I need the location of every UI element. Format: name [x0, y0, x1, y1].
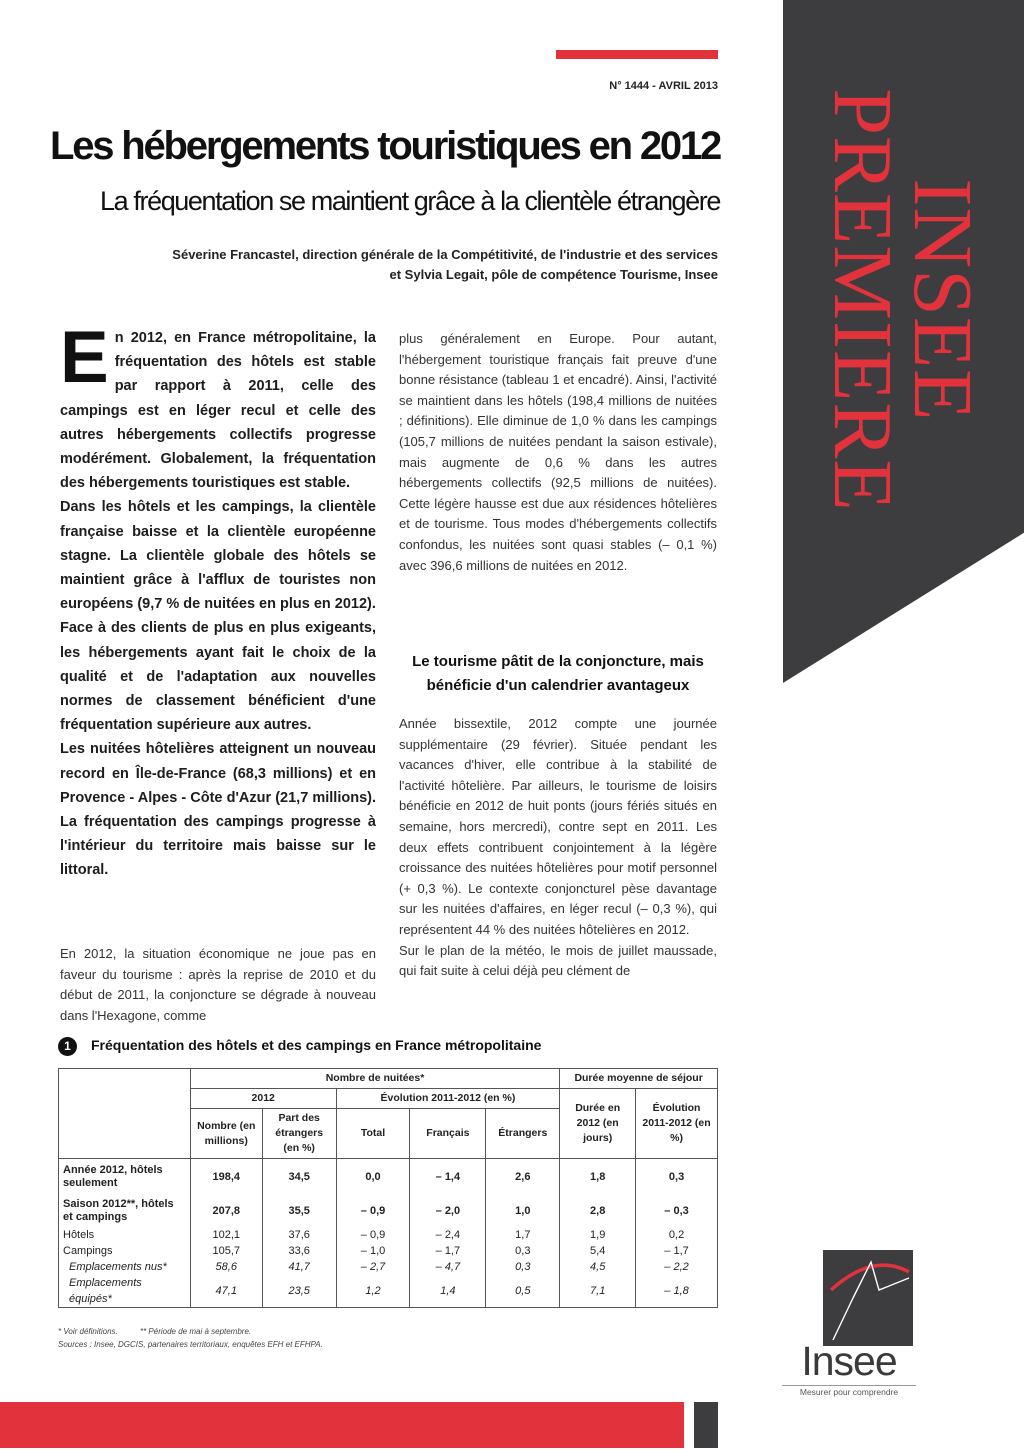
- cell-nombre: 102,1: [190, 1227, 262, 1243]
- row-label: Année 2012, hôtels seulement: [59, 1159, 191, 1195]
- cell-total: 0,0: [336, 1159, 410, 1195]
- cell-part: 35,5: [262, 1195, 336, 1227]
- cell-etrangers: 1,0: [486, 1195, 560, 1227]
- brand-vertical: [792, 40, 1012, 560]
- cell-evol: – 2,2: [636, 1259, 718, 1275]
- row-label: Campings: [59, 1243, 191, 1259]
- header-duree: Durée moyenne de séjour: [560, 1069, 718, 1089]
- authors: [40, 245, 718, 285]
- table-row: [59, 1159, 718, 1195]
- cell-total: – 0,9: [336, 1195, 410, 1227]
- cell-nombre: 47,1: [190, 1275, 262, 1308]
- header-etrangers: Étrangers: [486, 1109, 560, 1159]
- logo-tagline: Mesurer pour comprendre: [782, 1385, 916, 1397]
- cell-evol: 0,2: [636, 1227, 718, 1243]
- cell-part: 23,5: [262, 1275, 336, 1308]
- intro-paragraph-3: Face à des clients de plus en plus exigeants, les hébergements ayant fait le choix de la qualité et de l'adaptation aux nouvelles normes de classement bénéficient d'une fréquentation supérieure aux autres.: [60, 620, 376, 734]
- cell-nombre: 207,8: [190, 1195, 262, 1227]
- brand-line1: INSEE: [895, 178, 989, 422]
- cell-nombre: 105,7: [190, 1243, 262, 1259]
- header-evol-duree: Évolution 2011-2012 (en %): [636, 1089, 718, 1159]
- cell-etrangers: 0,3: [486, 1259, 560, 1275]
- footer-red-bar: [0, 1402, 684, 1448]
- body-right-column: [399, 329, 717, 576]
- table-corner: [59, 1069, 191, 1159]
- cell-duree: 1,9: [560, 1227, 636, 1243]
- authors-line2: et Sylvia Legait, pôle de compétence Tourisme, Insee: [389, 267, 718, 282]
- cell-total: – 2,7: [336, 1259, 410, 1275]
- body-paragraph: Sur le plan de la météo, le mois de juillet maussade, qui fait suite à celui déjà peu clément de: [399, 942, 717, 979]
- cell-francais: – 1,4: [410, 1159, 486, 1195]
- cell-evol: – 0,3: [636, 1195, 718, 1227]
- table-title-text: Fréquentation des hôtels et des campings en France métropolitaine: [91, 1037, 542, 1054]
- table-sources: Sources : Insee, DGCIS, partenaires territoriaux, enquêtes EFH et EFHPA.: [58, 1340, 323, 1349]
- cell-duree: 1,8: [560, 1159, 636, 1195]
- cell-evol: 0,3: [636, 1159, 718, 1195]
- header-nuitees: Nombre de nuitées*: [190, 1069, 559, 1089]
- cell-part: 37,6: [262, 1227, 336, 1243]
- table-title: [58, 1037, 718, 1056]
- table-row: [59, 1227, 718, 1243]
- body-paragraph: plus généralement en Europe. Pour autant, l'hébergement touristique français fait preuve d'une bonne résistance (tableau 1 et encadré). Ainsi, l'activité se maintient dans les hôtels (198,4 millions de nuitées ; définitions). Elle diminue de 1,0 % dans les campings (105,7 millions de nuitées pendant la saison estivale), mais augmente de 0,6 % dans les autres hébergements collectifs (92,5 millions de nuitées). Cette légère hausse est due aux résidences hôtelières et de tourisme. Tous modes d'hébergements collectifs confondus, les nuitées sont quasi stables (– 0,1 %) avec 396,6 millions de nuitées en 2012.: [399, 331, 717, 573]
- intro-paragraph-4: Les nuitées hôtelières atteignent un nouveau record en Île-de-France (68,3 millions) et en Provence - Alpes - Côte d'Azur (21,7 millions). La fréquentation des campings progresse à l'intérieur du territoire mais baisse sur le littoral.: [60, 741, 376, 879]
- table-row: [59, 1259, 718, 1275]
- authors-line1: Séverine Francastel, direction générale de la Compétitivité, de l'industrie et des services: [172, 247, 718, 262]
- table-note-definitions: * Voir définitions. ** Période de mai à septembre.: [58, 1327, 252, 1336]
- cell-nombre: 58,6: [190, 1259, 262, 1275]
- table-notes: [58, 1325, 558, 1351]
- header-part: Part des étrangers (en %): [262, 1109, 336, 1159]
- cell-francais: – 2,4: [410, 1227, 486, 1243]
- cell-part: 33,6: [262, 1243, 336, 1259]
- cell-etrangers: 0,5: [486, 1275, 560, 1308]
- cell-part: 34,5: [262, 1159, 336, 1195]
- cell-francais: – 1,7: [410, 1243, 486, 1259]
- body-left-column: [60, 944, 376, 1026]
- issue-number: N° 1444 - AVRIL 2013: [609, 80, 718, 92]
- row-label: Emplacements nus*: [59, 1259, 191, 1275]
- cell-francais: – 2,0: [410, 1195, 486, 1227]
- cell-duree: 7,1: [560, 1275, 636, 1308]
- body-paragraph: Année bissextile, 2012 compte une journée supplémentaire (29 février). Située pendant les vacances d'hiver, elle contribue à la stabilité de l'activité hôtelière. Par ailleurs, le tourisme de loisirs bénéficie en 2012 de huit ponts (jours fériés situés en semaine, hors mercredi), contre sept en 2011. Les deux effets contribuent conjointement à la légère croissance des nuitées hôtelières pour motif personnel (+ 0,3 %). Le contexte conjoncturel pèse davantage sur les nuitées d'affaires, en léger recul (– 0,3 %), qui représentent 44 % des nuitées hôtelières en 2012.: [399, 716, 717, 937]
- cell-duree: 2,8: [560, 1195, 636, 1227]
- body-paragraph: En 2012, la situation économique ne joue pas en faveur du tourisme : après la reprise de 2010 et du début de 2011, la conjoncture se dégrade à nouveau dans l'Hexagone, comme: [60, 946, 376, 1023]
- page-subtitle: La fréquentation se maintient grâce à la clientèle étrangère: [100, 186, 720, 216]
- dropcap: E: [60, 317, 109, 398]
- row-label: Saison 2012**, hôtels et campings: [59, 1195, 191, 1227]
- header-total: Total: [336, 1109, 410, 1159]
- cell-part: 41,7: [262, 1259, 336, 1275]
- cell-etrangers: 1,7: [486, 1227, 560, 1243]
- cell-francais: – 4,7: [410, 1259, 486, 1275]
- row-label: Emplacements équipés*: [59, 1275, 191, 1308]
- intro-paragraph-1: [60, 317, 376, 495]
- footer-dark-bar: [694, 1402, 718, 1448]
- body-right-column-2: [399, 714, 717, 982]
- table-number-badge: 1: [58, 1037, 77, 1056]
- row-label: Hôtels: [59, 1227, 191, 1243]
- logo-mark-icon: [823, 1250, 913, 1346]
- table-row: [59, 1195, 718, 1227]
- header-2012: 2012: [190, 1089, 336, 1109]
- cell-nombre: 198,4: [190, 1159, 262, 1195]
- cell-etrangers: 2,6: [486, 1159, 560, 1195]
- cell-francais: 1,4: [410, 1275, 486, 1308]
- table-row: [59, 1243, 718, 1259]
- header-duree-2012: Durée en 2012 (en jours): [560, 1089, 636, 1159]
- header-evolution: Évolution 2011-2012 (en %): [336, 1089, 560, 1109]
- intro-p1-text: n 2012, en France métropolitaine, la fréquentation des hôtels est stable par rapport à 2011, celle des campings est en léger recul et celle des autres hébergements collectifs progresse modérément. Globalement, la fréquentation des hébergements touristiques est stable.: [60, 330, 376, 492]
- intro-paragraph-2: Dans les hôtels et les campings, la clientèle française baisse et la clientèle européenne stagne. La clientèle globale des hôtels se maintient grâce à l'afflux de touristes non européens (9,7 % de nuitées en plus en 2012).: [60, 499, 376, 613]
- header-francais: Français: [410, 1109, 486, 1159]
- table-row: [59, 1275, 718, 1308]
- cell-total: – 0,9: [336, 1227, 410, 1243]
- brand-line2: PREMIERE: [816, 88, 909, 512]
- cell-total: 1,2: [336, 1275, 410, 1308]
- section-heading: Le tourisme pâtit de la conjoncture, mais bénéficie d'un calendrier avantageux: [412, 653, 704, 694]
- cell-duree: 4,5: [560, 1259, 636, 1275]
- cell-duree: 5,4: [560, 1243, 636, 1259]
- cell-evol: – 1,7: [636, 1243, 718, 1259]
- page-title: Les hébergements touristiques en 2012: [50, 124, 720, 168]
- cell-etrangers: 0,3: [486, 1243, 560, 1259]
- data-table: [58, 1068, 718, 1308]
- cell-evol: – 1,8: [636, 1275, 718, 1308]
- top-accent-bar: [556, 50, 718, 59]
- header-nombre: Nombre (en millions): [190, 1109, 262, 1159]
- logo-mark: [823, 1250, 913, 1346]
- intro-summary: [60, 317, 376, 883]
- logo-wordmark: Insee: [801, 1338, 897, 1384]
- cell-total: – 1,0: [336, 1243, 410, 1259]
